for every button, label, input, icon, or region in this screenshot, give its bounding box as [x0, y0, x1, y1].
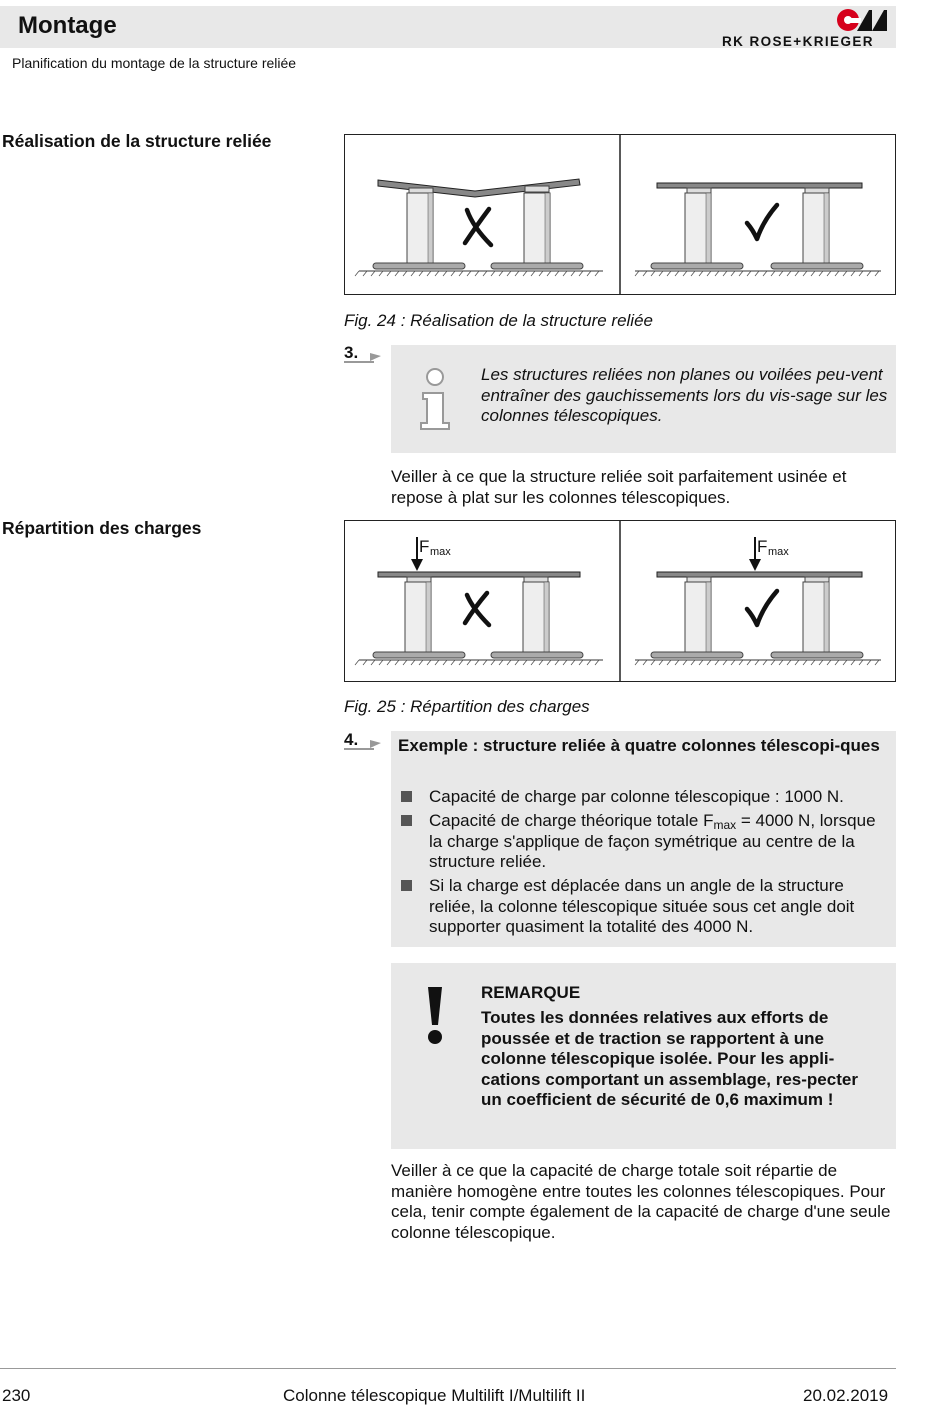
centered-load-illustration	[635, 537, 881, 665]
cross-icon	[465, 209, 491, 245]
bullet-text: Capacité de charge théorique totale	[429, 811, 704, 830]
warped-plate-illustration	[355, 179, 603, 276]
list-item	[399, 811, 889, 873]
bullet-square-icon	[401, 791, 412, 802]
section-title-load: Répartition des charges	[2, 518, 202, 538]
bullet-square-icon	[401, 880, 412, 891]
footer-divider	[0, 1368, 896, 1369]
step-arrow-icon	[344, 343, 384, 367]
step-arrow-icon	[344, 730, 384, 754]
force-label-left-sub: max	[430, 546, 451, 558]
warning-box	[391, 963, 896, 1149]
page-number: 230	[2, 1386, 31, 1405]
cross-icon	[465, 593, 489, 625]
list-item	[399, 876, 889, 938]
info-text: Les structures reliées non planes ou voilées peu-vent entraîner des gauchissements lors du vis-sage sur les colonnes télescopiques.	[481, 365, 888, 425]
example-bullet-list	[399, 787, 889, 941]
figure-24	[344, 134, 896, 295]
bullet-text: Si la charge est déplacée dans un angle de la structure reliée, la colonne télescopique située sous cet angle doit supporter quasiment la totalité des 4000 N.	[429, 876, 855, 936]
bullet-text: Capacité de charge par colonne télescopique : 1000 N.	[429, 787, 844, 806]
flat-plate-illustration	[635, 183, 881, 276]
force-label-right-sub: max	[768, 546, 789, 558]
info-icon	[417, 367, 457, 431]
figure-24-caption: Fig. 24 : Réalisation de la structure reliée	[344, 311, 653, 330]
paragraph-load-distribution: Veiller à ce que la capacité de charge totale soit répartie de manière homogène entre toutes les colonnes télescopiques. Pour cela, tenir compte également de la capacité de charge d'une seule colonne télescopique.	[391, 1161, 891, 1242]
force-label-left: F	[419, 537, 430, 556]
step-4-number: 4.	[344, 730, 359, 749]
logo-text: RK ROSE+KRIEGER	[722, 34, 874, 49]
figure-25	[344, 520, 896, 682]
company-logo	[720, 6, 890, 52]
force-label-right: F	[757, 537, 768, 556]
footer-product: Colonne télescopique Multilift I/Multilift II	[283, 1386, 586, 1405]
step-3	[344, 343, 384, 363]
check-icon	[747, 591, 777, 625]
page-title: Montage	[18, 12, 117, 39]
force-arrow-icon	[411, 559, 423, 571]
figure-25-caption: Fig. 25 : Répartition des charges	[344, 697, 590, 716]
bullet-fmax: F	[703, 811, 714, 830]
info-box	[391, 345, 896, 453]
bullet-square-icon	[401, 815, 412, 826]
bullet-text-rest: = 4000 N, lorsque la charge s'applique de façon symétrique au centre de la structure reliée.	[429, 811, 876, 871]
example-box	[391, 731, 896, 947]
exclamation-icon	[425, 987, 445, 1045]
force-arrow-icon	[749, 559, 761, 571]
section-title-structure: Réalisation de la structure reliée	[2, 131, 272, 151]
step-3-number: 3.	[344, 343, 359, 362]
list-item	[399, 787, 889, 808]
footer-date: 20.02.2019	[803, 1386, 889, 1405]
example-title: Exemple : structure reliée à quatre colonnes télescopi-ques	[398, 736, 880, 755]
off-center-load-illustration	[355, 537, 603, 665]
paragraph-flatness: Veiller à ce que la structure reliée soit parfaitement usinée et repose à plat sur les colonnes télescopiques.	[391, 467, 847, 507]
warning-title: REMARQUE	[481, 983, 581, 1002]
step-4	[344, 730, 384, 750]
page-subtitle: Planification du montage de la structure reliée	[12, 55, 297, 71]
check-icon	[747, 205, 777, 239]
logo-mark-icon	[720, 6, 890, 34]
warning-text: Toutes les données relatives aux efforts de poussée et de traction se rapportent à une colonne télescopique isolée. Pour les appli-cations comportant un assemblage, res-pecter un coefficient de sécurité de 0,6 maximum !	[481, 1008, 858, 1109]
bullet-fmax-sub: max	[713, 818, 737, 832]
